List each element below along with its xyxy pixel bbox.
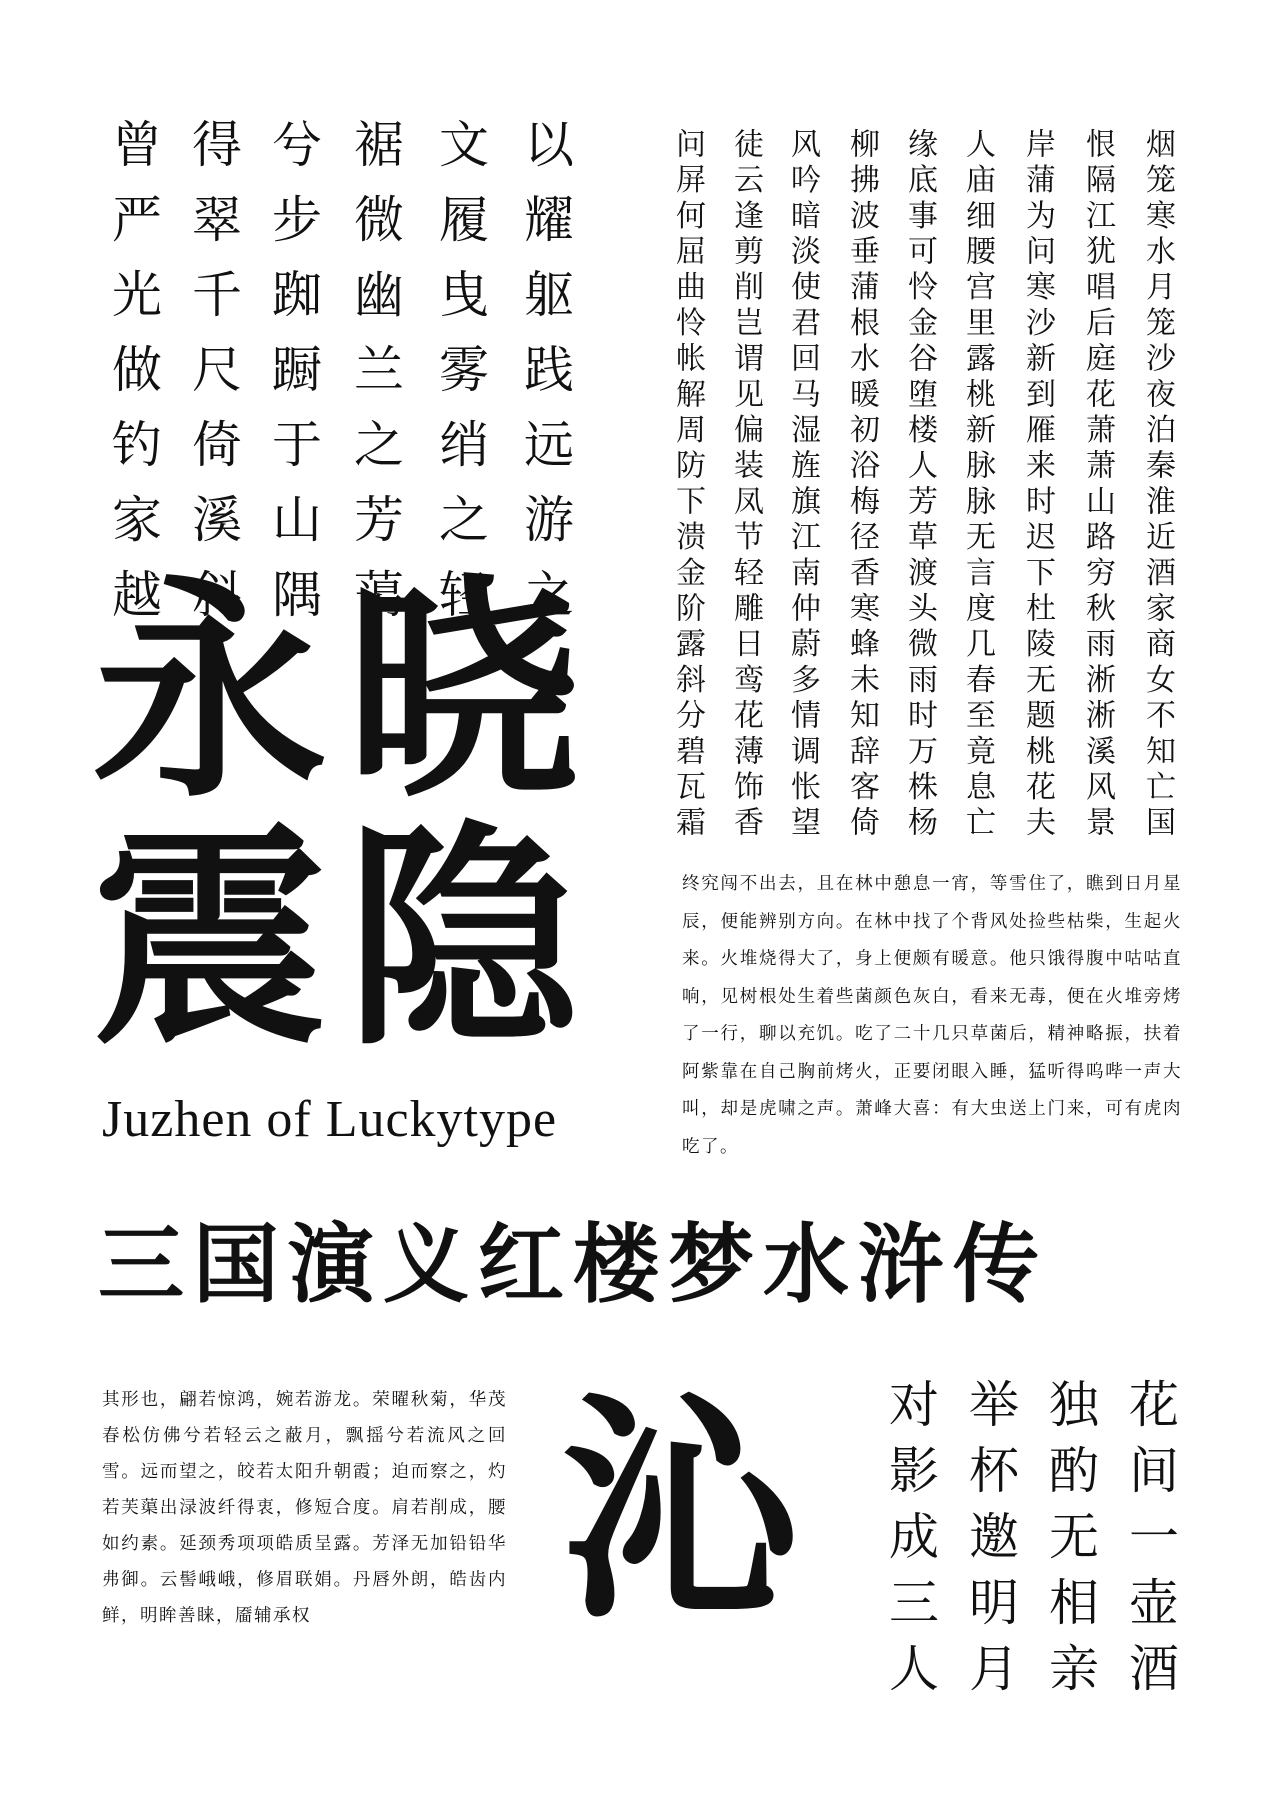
display-char-xiao: 晓 (345, 554, 580, 830)
poem-column: 举杯邀明月 (961, 1378, 1019, 1708)
poem-column: 以耀躯践远游之 (516, 118, 574, 643)
poem-column: 烟笼寒水月笼沙夜泊秦淮近酒家商女不知亡国 (1140, 128, 1175, 842)
poem-column: 柳拂波垂蒲根水暖初浴梅径香寒蜂未知辞客倚 (844, 128, 879, 842)
poem-column: 裾微幽兰之芳蔼 (346, 118, 404, 643)
poem-column: 缘底事可怜金谷堕楼人芳草渡头微雨时万株杨 (902, 128, 937, 842)
poem-column: 花间一壶酒 (1121, 1378, 1179, 1708)
poem-column: 得翠千尺倚溪斜 (184, 118, 242, 643)
poem-column: 风吟暗淡使君回马湿旌旗江南仲蔚多情调怅望 (785, 128, 820, 842)
poem-column: 兮步踟蹰于山隅 (264, 118, 322, 643)
title-band: 三国演义红楼梦水浒传 (98, 1214, 1048, 1315)
display-char-qin: 沁 (560, 1369, 801, 1651)
display-char-yin: 隐 (345, 801, 580, 1077)
poem-column: 曾严光做钓家越 (104, 118, 162, 643)
poem-column: 人庙细腰宫里露桃新脉脉无言度几春至竟息亡 (960, 128, 995, 842)
paragraph-left: 其形也，翩若惊鸿，婉若游龙。荣曜秋菊，华茂春松仿佛兮若轻云之蔽月，飘摇兮若流风之回雪。远而望之，皎若太阳升朝霞；迫而察之，灼若芙蕖出渌波纤得衷，修短合度。肩若削成，腰如约素。延颈秀项项皓质呈露。芳泽无加铅铅华弗御。云髻峨峨，修眉联娟。丹唇外朗，皓齿内鲜，明眸善睐，靥辅承权 (102, 1390, 507, 1626)
poem-column: 对影成三人 (881, 1378, 939, 1708)
paragraph-right: 终究闯不出去，且在林中憩息一宵，等雪住了，瞧到日月星辰，便能辨别方向。在林中找了个背风处捡些枯柴，生起火来。火堆烧得大了，身上便颇有暖意。他只饿得腹中咕咕直响，见树根处生着些菌颜色灰白，看来无毒，便在火堆旁烤了一行，聊以充饥。吃了二十几只草菌后，精神略振，扶着阿紫靠在自己胸前烤火，正要闭眼入睡，猛听得呜哔一声大叫，却是虎啸之声。萧峰大喜：有大虫送上门来，可有虎肉吃了。 (682, 874, 1182, 1157)
poem-column: 岸蒲为问寒沙新到雁来时迟下杜陵无题桃花夫 (1020, 128, 1055, 842)
poem-column: 问屏何屈曲怜帐解周防下溃金阶露斜分碧瓦霜 (670, 128, 705, 842)
poem-column: 徒云逢剪削岂谓见偏装凤节轻雕日鸾花薄饰香 (728, 128, 763, 842)
font-name-title: Juzhen of Luckytype (102, 1091, 558, 1148)
poem-column: 文履曳雾绡之轻 (431, 118, 489, 643)
display-char-yong: 永 (92, 554, 327, 830)
display-char-zhen: 震 (92, 801, 327, 1077)
poem-column: 恨隔江犹唱后庭花萧萧山路穷秋雨淅淅溪风景 (1080, 128, 1115, 842)
poem-column: 独酌无相亲 (1041, 1378, 1099, 1708)
